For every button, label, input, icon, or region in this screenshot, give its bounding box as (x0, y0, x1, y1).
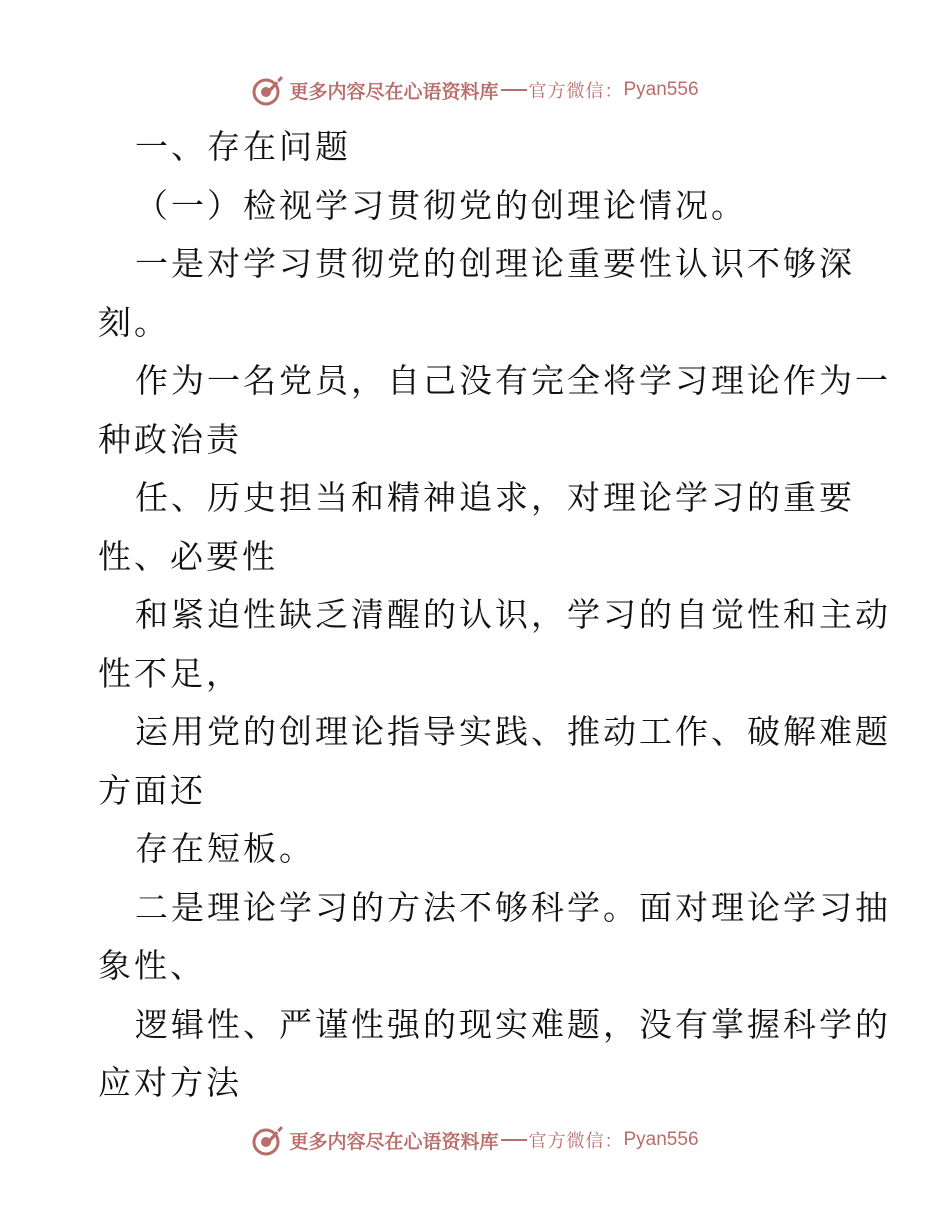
header-watermark (0, 70, 950, 110)
paragraph-line: 二是理论学习的方法不够科学。面对理论学习抽 (135, 887, 891, 927)
watermark-brand-text: 更多内容尽在心语资料库 (289, 80, 499, 103)
watermark-brand-text: 更多内容尽在心语资料库 (289, 1130, 499, 1153)
watermark-label: 官方微信： (528, 1131, 624, 1152)
footer-watermark (0, 1120, 950, 1160)
paragraph-line: 性、必要性 (98, 536, 278, 576)
document-body (98, 118, 891, 1113)
watermark-account: Pyan556 (623, 1129, 699, 1150)
paragraph-line: 性不足， (98, 653, 242, 693)
paragraph-line: 和紧迫性缺乏清醒的认识，学习的自觉性和主动 (135, 595, 891, 634)
watermark-account: Pyan556 (623, 79, 699, 100)
paragraph-line: 方面还 (98, 770, 206, 810)
paragraph-line: 任、历史担当和精神追求，对理论学习的重要 (135, 478, 855, 517)
paragraph-line: 应对方法 (98, 1063, 242, 1102)
paragraph-line: 运用党的创理论指导实践、推动工作、破解难题 (135, 712, 891, 751)
paragraph-line: 种政治责 (98, 419, 242, 459)
paragraph-line: 逻辑性、严谨性强的现实难题，没有掌握科学的 (135, 1004, 891, 1044)
watermark-dash (501, 1139, 527, 1141)
paragraph-line: 象性、 (98, 946, 206, 985)
quill-logo-icon (251, 1123, 285, 1157)
watermark-dash (501, 89, 527, 91)
section-heading: 一、存在问题 (135, 127, 351, 166)
subsection-heading: （一）检视学习贯彻党的创理论情况。 (135, 185, 747, 225)
paragraph-line: 刻。 (98, 302, 170, 342)
paragraph-line: 一是对学习贯彻党的创理论重要性认识不够深 (135, 244, 855, 283)
paragraph-line: 存在短板。 (135, 829, 315, 868)
paragraph-line: 作为一名党员，自己没有完全将学习理论作为一 (135, 361, 891, 400)
watermark-label: 官方微信： (528, 81, 624, 102)
quill-logo-icon (251, 73, 285, 107)
